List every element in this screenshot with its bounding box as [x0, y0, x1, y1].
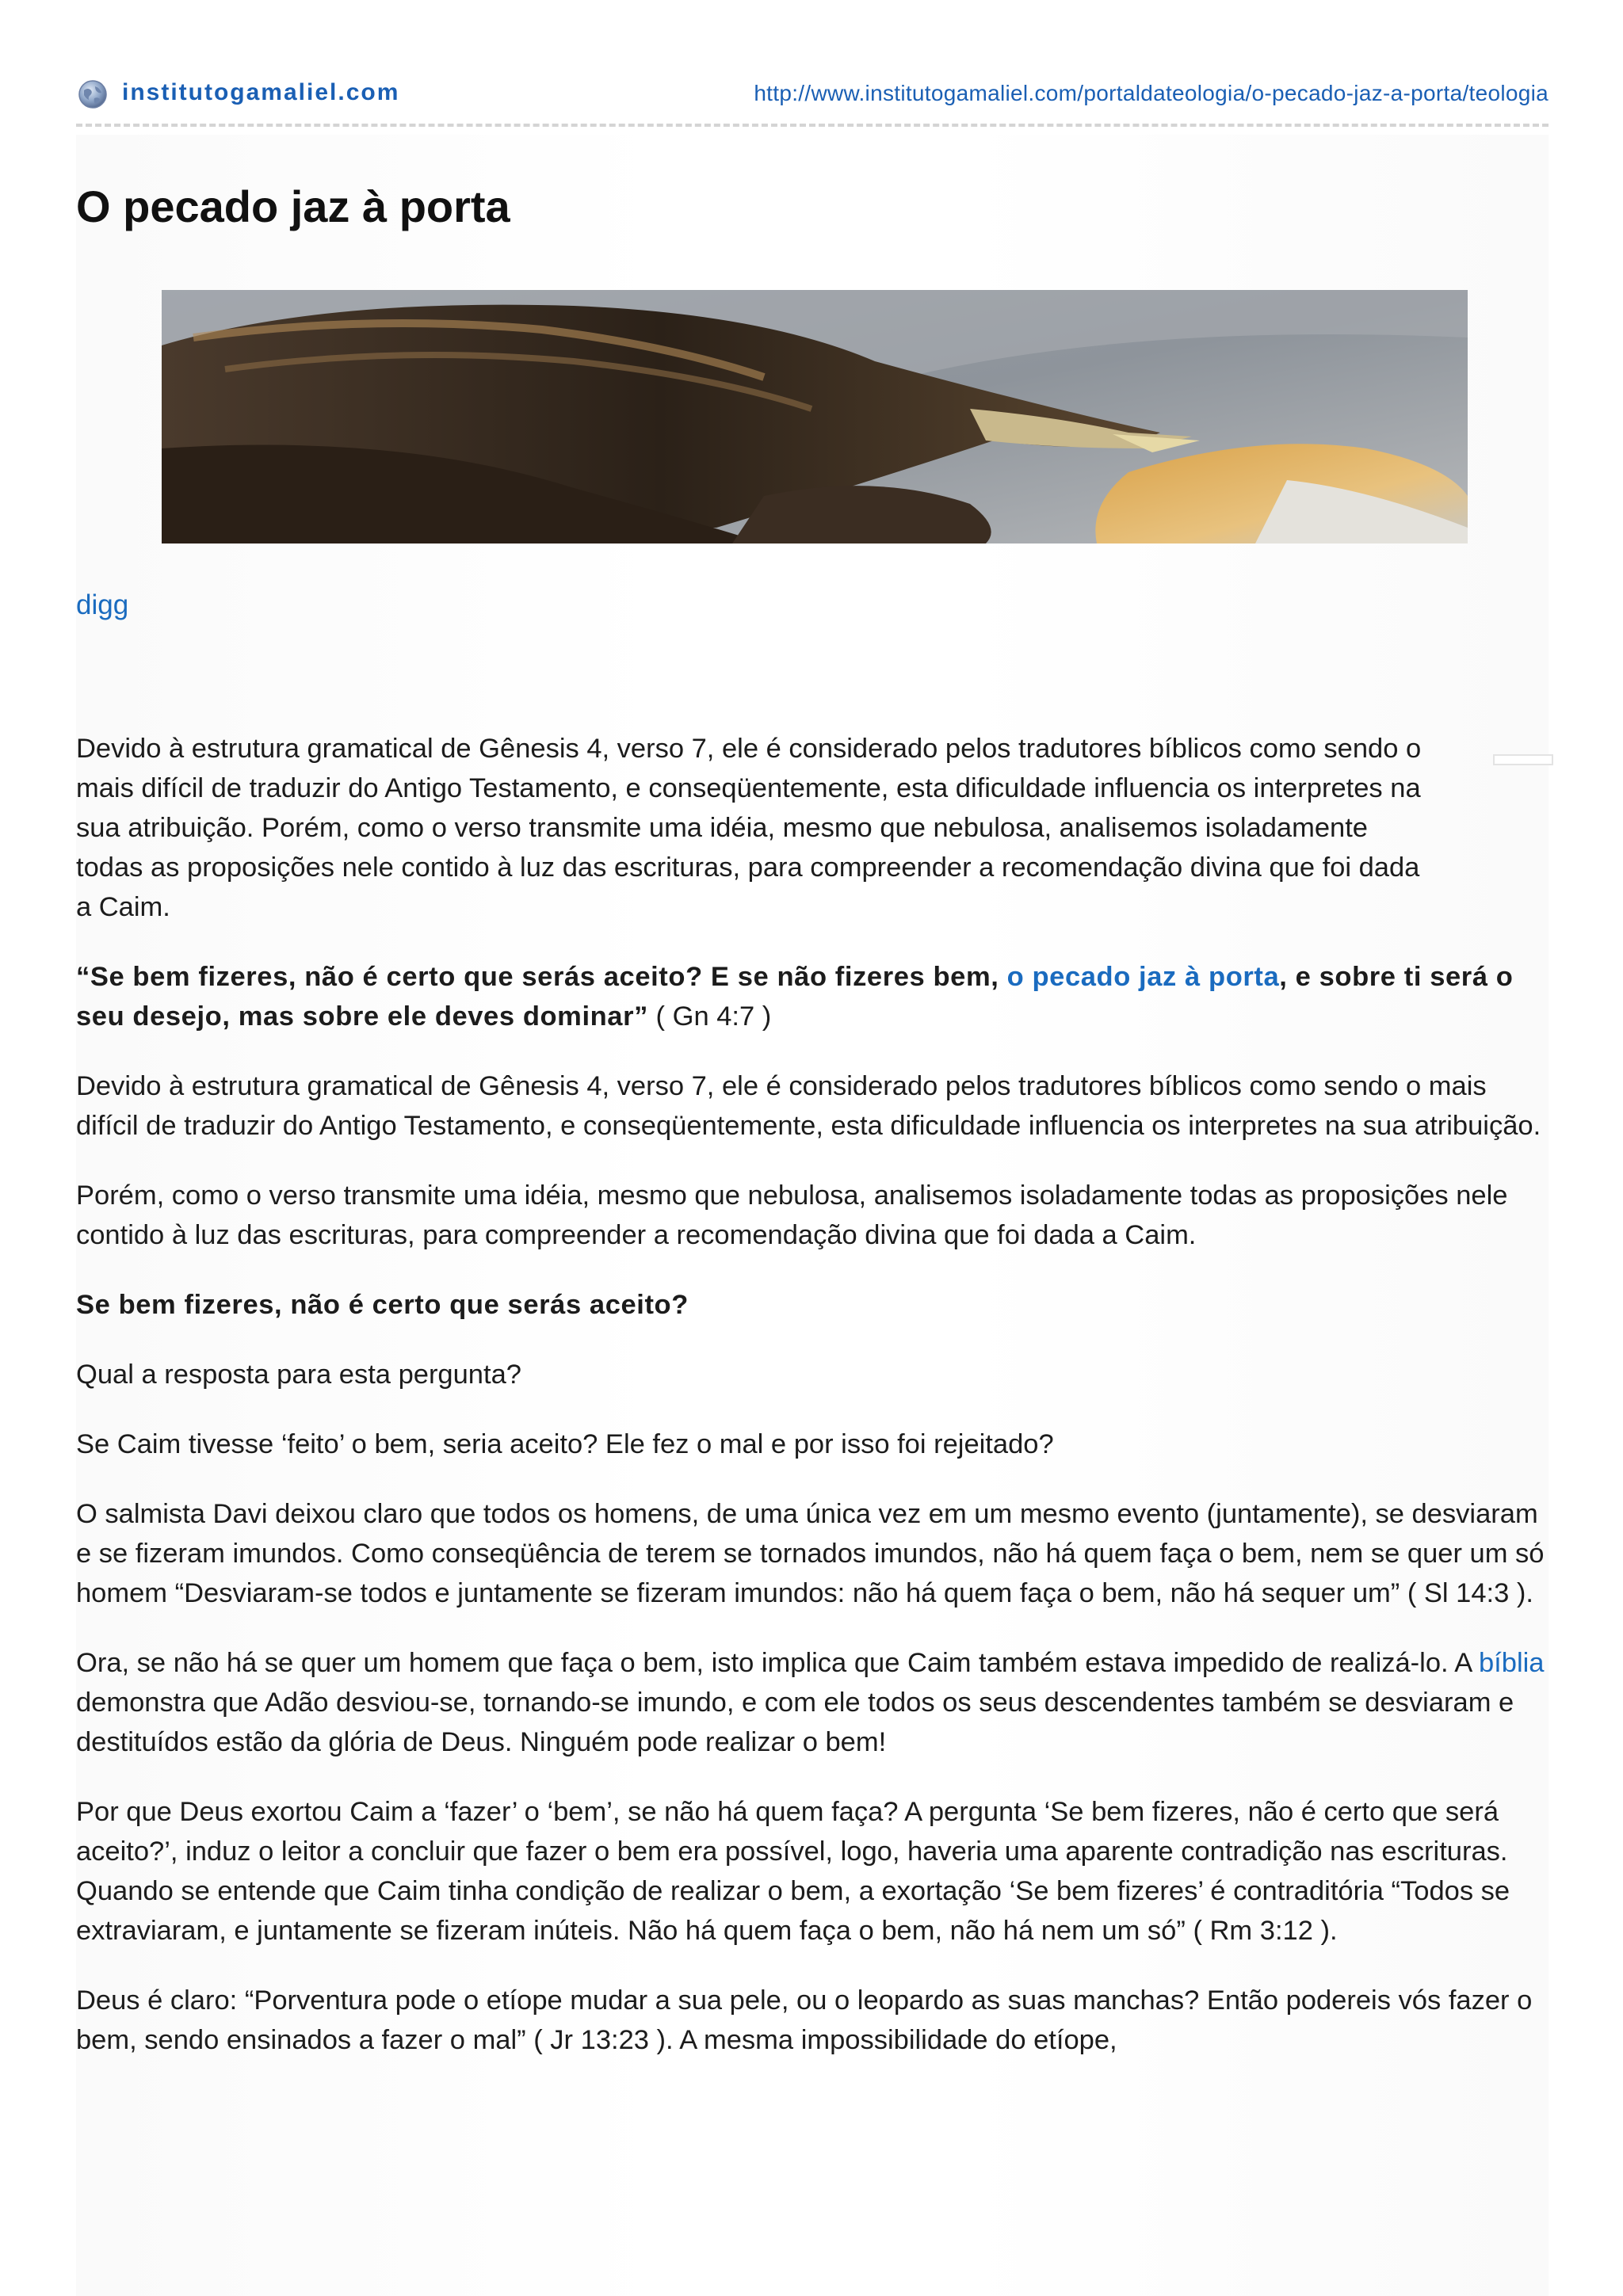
site-header	[76, 76, 1549, 111]
paragraph-8: Por que Deus exortou Caim a ‘fazer’ o ‘bem’, se não há quem faça? A pergunta ‘Se bem fizeres, não é certo que será aceito?’, induz o leitor a concluir que fazer o bem era possível, logo, haveria uma aparente contradição nas escrituras. Quando se entende que Caim tinha condição de realizar o bem, a exortação ‘Se bem fizeres’ é contraditória “Todos se extraviaram, e juntamente se fizeram inúteis. Não há quem faça o bem, não há nem um só” ( Rm 3:12 ).	[76, 1797, 1510, 1946]
digg-link[interactable]: digg	[76, 589, 129, 620]
paragraph-9: Deus é claro: “Porventura pode o etíope mudar a sua pele, ou o leopardo as suas manchas? Então podereis vós fazer o bem, sendo ensinados a fazer o mal” ( Jr 13:23 ). A mesma impossibilidade do etíope,	[76, 1985, 1533, 2055]
globe-icon	[78, 79, 108, 109]
paragraph-3: Porém, como o verso transmite uma idéia, mesmo que nebulosa, analisemos isoladamente todas as proposições nele contido à luz das escrituras, para compreender a recomendação divina que foi dada a Caim.	[76, 1180, 1508, 1250]
paragraph-5: Se Caim tivesse ‘feito’ o bem, seria aceito? Ele fez o mal e por isso foi rejeitado?	[76, 1429, 1054, 1459]
verse-quote	[76, 957, 1553, 1036]
paragraph-7: Ora, se não há se quer um homem que faça o bem, isto implica que Caim também estava impedido de realizá-lo. A bíblia demonstra que Adão desviou-se, tornando-se imundo, e com ele todos os seus descendentes também se desviaram e destituídos estão da glória de Deus. Ninguém pode realizar o bem!	[76, 1648, 1545, 1757]
eagle-banner-image	[162, 290, 1468, 543]
quote-link[interactable]: o pecado jaz à porta	[1006, 962, 1280, 992]
header-divider	[76, 124, 1549, 127]
article-body	[76, 729, 1553, 2090]
site-name[interactable]: institutogamaliel.com	[122, 79, 400, 105]
quote-text-end: , e sobre ti será o seu desejo, mas sobre ele deves dominar”	[76, 962, 1514, 1032]
subheading: Se bem fizeres, não é certo que serás aceito?	[76, 1290, 689, 1320]
paragraph-2: Devido à estrutura gramatical de Gênesis 4, verso 7, ele é considerado pelos tradutores bíblicos como sendo o mais difícil de traduzir do Antigo Testamento, e conseqüentemente, esta dificuldade influencia os interpretes na sua atribuição.	[76, 1071, 1541, 1141]
biblia-link[interactable]: bíblia	[1478, 1648, 1545, 1678]
paragraph-6: O salmista Davi deixou claro que todos os homens, de uma única vez em um mesmo evento (juntamente), se desviaram e se fizeram imundos. Como conseqüência de terem se tornados imundos, não há quem faça o bem, nem se quer um só homem “Desviaram-se todos e juntamente se fizeram imundos: não há quem faça o bem, não há sequer um” ( Sl 14:3 ).	[76, 1499, 1545, 1608]
page-url[interactable]: http://www.institutogamaliel.com/portaldateologia/o-pecado-jaz-a-porta/teologia	[754, 81, 1549, 105]
paragraph-4: Qual a resposta para esta pergunta?	[76, 1360, 521, 1390]
intro-paragraph: Devido à estrutura gramatical de Gênesis 4, verso 7, ele é considerado pelos tradutores bíblicos como sendo o mais difícil de traduzir do Antigo Testamento, e conseqüentemente, esta dificuldade influencia os interpretes na sua atribuição. Porém, como o verso transmite uma idéia, mesmo que nebulosa, analisemos isoladamente todas as proposições nele contido à luz das escrituras, para compreender a recomendação divina que foi dada a Caim.	[76, 734, 1422, 922]
page-title: O pecado jaz à porta	[76, 181, 510, 231]
quote-text-start: “Se bem fizeres, não é certo que serás aceito? E se não fizeres bem,	[76, 962, 1007, 992]
quote-reference: ( Gn 4:7 )	[647, 1001, 772, 1032]
